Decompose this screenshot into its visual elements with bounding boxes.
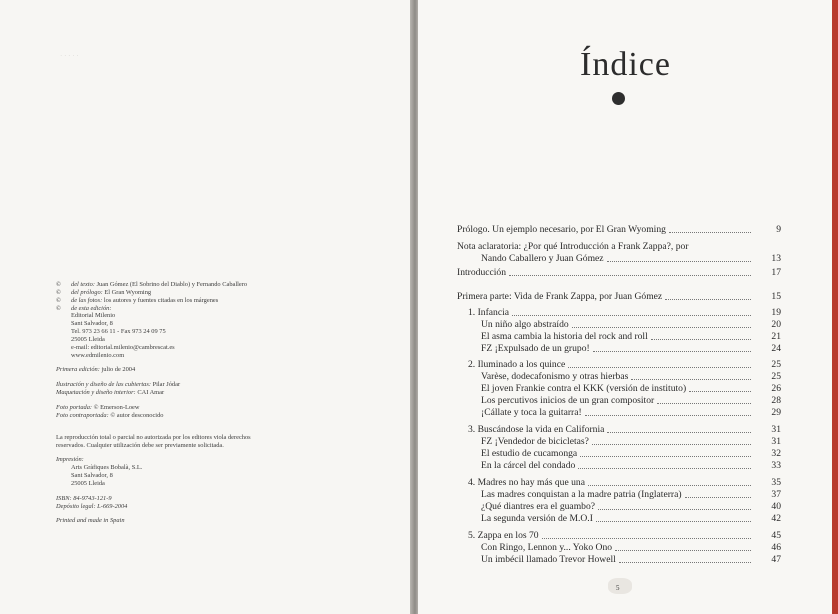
printer-name: Arts Gràfiques Bobalà, S.L. xyxy=(71,464,143,472)
toc-dot-leader xyxy=(631,379,751,380)
toc-entry xyxy=(457,554,781,566)
publisher-phone: Tel. 973 23 66 11 - Fax 973 24 09 75 xyxy=(71,328,166,336)
toc-entry-page: 33 xyxy=(771,460,781,471)
toc-entry-page: 24 xyxy=(771,343,781,354)
credit-prologue: © del prólogo: El Gran Wyoming xyxy=(56,288,152,296)
cover-photo: Foto portada: © Emerson-Loew xyxy=(56,403,140,411)
toc-entry-page: 15 xyxy=(771,291,781,302)
toc-dot-leader xyxy=(585,415,751,416)
toc-entry xyxy=(457,241,781,253)
toc-entry xyxy=(457,331,781,343)
isbn: ISBN: 84-9743-121-9 xyxy=(56,494,112,502)
index-title: Índice xyxy=(580,46,671,83)
book-edge xyxy=(832,0,838,614)
printed-in: Printed and made in Spain xyxy=(56,517,125,525)
publisher-email: e-mail: editorial.milenio@cambrescat.es xyxy=(71,343,175,351)
toc-entry-page: 20 xyxy=(771,319,781,330)
toc-entry-title: ¡Cállate y toca la guitarra! xyxy=(481,407,582,418)
printing-label: Impresión: xyxy=(56,456,84,464)
toc-entry-page: 40 xyxy=(771,501,781,512)
toc-entry xyxy=(457,460,781,472)
toc-dot-leader xyxy=(651,339,751,340)
toc-dot-leader xyxy=(542,538,751,539)
toc-entry-page: 32 xyxy=(771,448,781,459)
toc-entry-page: 21 xyxy=(771,331,781,342)
toc-entry xyxy=(457,395,781,407)
toc-entry-title: Nando Caballero y Juan Gómez xyxy=(481,253,604,264)
toc-entry-title: ¿Qué diantres era el guambo? xyxy=(481,501,596,512)
toc-entry-page: 46 xyxy=(771,542,781,553)
legal-deposit: Depósito legal: L-669-2004 xyxy=(56,502,128,510)
toc-entry xyxy=(457,267,781,279)
toc-entry-page: 47 xyxy=(771,554,781,565)
toc-entry-title: Con Ringo, Lennon y... Yoko Ono xyxy=(481,542,613,553)
first-edition: Primera edición: julio de 2004 xyxy=(56,366,136,374)
toc-entry-page: 31 xyxy=(771,424,781,435)
toc-entry xyxy=(457,501,781,513)
toc-entry-page: 42 xyxy=(771,513,781,524)
toc-entry-title: El asma cambia la historia del rock and roll xyxy=(481,331,648,342)
toc-entry-title: Las madres conquistan a la madre patria (Inglaterra) xyxy=(481,489,682,500)
toc-dot-leader xyxy=(619,562,751,563)
toc-entry xyxy=(457,424,781,436)
credit-photos: © de las fotos: los autores y fuentes citadas en los márgenes xyxy=(56,296,219,304)
toc-entry-title: Introducción xyxy=(457,267,507,278)
toc-entry-title: 2. Iluminado a los quince xyxy=(468,359,566,370)
toc-entry xyxy=(457,407,781,419)
toc-dot-leader xyxy=(598,509,751,510)
publisher-name: Editorial Milenio xyxy=(71,312,116,320)
publisher-website: www.edmilenio.com xyxy=(71,351,125,359)
toc-entry xyxy=(457,359,781,371)
toc-entry xyxy=(457,371,781,383)
toc-entry-page: 37 xyxy=(771,489,781,500)
toc-entry-title: FZ ¡Vendedor de bicicletas? xyxy=(481,436,589,447)
toc-entry-page: 17 xyxy=(771,267,781,278)
thumb-mark xyxy=(608,578,632,594)
toc-dot-leader xyxy=(657,403,751,404)
rights-notice-line-1: La reproducción total o parcial no autorizada por los editores viola derechos xyxy=(56,433,251,441)
toc-dot-leader xyxy=(592,444,751,445)
toc-dot-leader xyxy=(509,275,751,276)
toc-dot-leader xyxy=(580,456,751,457)
toc-dot-leader xyxy=(607,432,751,433)
show-through-text: · · · · · xyxy=(60,52,79,60)
toc-dot-leader xyxy=(615,550,751,551)
toc-entry-title: Los percutivos inicios de un gran compositor xyxy=(481,395,655,406)
toc-dot-leader xyxy=(596,521,751,522)
toc-entry xyxy=(457,436,781,448)
toc-dot-leader xyxy=(588,485,751,486)
toc-entry-page: 13 xyxy=(771,253,781,264)
toc-entry xyxy=(457,291,781,303)
toc-entry-title: Varèse, dodecafonismo y otras hierbas xyxy=(481,371,629,382)
toc-entry-title: El joven Frankie contra el KKK (versión de instituto) xyxy=(481,383,687,394)
toc-entry xyxy=(457,542,781,554)
printer-address: Sant Salvador, 8 xyxy=(71,472,113,480)
publisher-city: 25005 Lleida xyxy=(71,335,105,343)
toc-entry xyxy=(457,307,781,319)
toc-entry xyxy=(457,477,781,489)
toc-dot-leader xyxy=(665,299,751,300)
publisher-address: Sant Salvador, 8 xyxy=(71,320,113,328)
toc-entry-page: 31 xyxy=(771,436,781,447)
toc-entry-title: Primera parte: Vida de Frank Zappa, por Juan Gómez xyxy=(457,291,663,302)
toc-entry-title: En la cárcel del condado xyxy=(481,460,576,471)
toc-entry-page: 45 xyxy=(771,530,781,541)
interior-layout: Maquetación y diseño interior: CAI Amar xyxy=(56,389,165,397)
toc-entry-title: La segunda versión de M.O.I xyxy=(481,513,593,524)
credits-block xyxy=(56,281,386,525)
toc-entry-page: 25 xyxy=(771,371,781,382)
toc-entry xyxy=(457,489,781,501)
toc-entry-title: Un niño algo abstraído xyxy=(481,319,569,330)
toc-entry-page: 25 xyxy=(771,359,781,370)
toc-dot-leader xyxy=(607,261,751,262)
toc-entry-title: FZ ¡Expulsado de un grupo! xyxy=(481,343,590,354)
bullet-ornament-icon xyxy=(612,92,625,105)
toc-entry-page: 19 xyxy=(771,307,781,318)
toc-entry xyxy=(457,383,781,395)
toc-entry-title: 1. Infancia xyxy=(468,307,510,318)
rights-notice-line-2: reservados. Cualquier utilización debe ser previamente solicitada. xyxy=(56,441,224,449)
toc-entry-page: 28 xyxy=(771,395,781,406)
toc-dot-leader xyxy=(685,497,751,498)
back-photo: Foto contraportada: © autor desconocido xyxy=(56,411,164,419)
toc-dot-leader xyxy=(689,391,751,392)
toc-entry-title: Un imbécil llamado Trevor Howell xyxy=(481,554,616,565)
left-page-credits xyxy=(0,0,412,614)
toc-entry-title: Nota aclaratoria: ¿Por qué Introducción a Frank Zappa?, por xyxy=(457,241,689,252)
toc-entry-page: 35 xyxy=(771,477,781,488)
toc-entry-page: 26 xyxy=(771,383,781,394)
toc-entry xyxy=(457,530,781,542)
toc-entry-title: Prólogo. Un ejemplo necesario, por El Gran Wyoming xyxy=(457,224,666,235)
toc-entry-title: 3. Buscándose la vida en California xyxy=(468,424,605,435)
toc-dot-leader xyxy=(572,327,751,328)
toc-entry xyxy=(457,224,781,236)
toc-entry xyxy=(457,448,781,460)
toc-entry xyxy=(457,253,781,265)
toc-entry-title: 5. Zappa en los 70 xyxy=(468,530,539,541)
credit-text: © del texto: Juan Gómez (El Sobrino del Diablo) y Fernando Caballero xyxy=(56,281,248,288)
cover-design: Ilustración y diseño de las cubiertas: Pilar Jódar xyxy=(56,381,181,389)
toc-entry xyxy=(457,513,781,525)
printer-city: 25005 Lleida xyxy=(71,479,105,487)
toc-dot-leader xyxy=(578,468,751,469)
toc-entry-title: 4. Madres no hay más que una xyxy=(468,477,585,488)
toc-dot-leader xyxy=(568,367,751,368)
toc-dot-leader xyxy=(512,315,751,316)
toc-dot-leader xyxy=(669,232,751,233)
toc-entry-page: 9 xyxy=(776,224,781,235)
credit-edition: © de esta edición: xyxy=(56,304,112,312)
page-number: 5 xyxy=(616,584,620,592)
toc-entry xyxy=(457,319,781,331)
toc-dot-leader xyxy=(593,351,751,352)
toc-entry xyxy=(457,343,781,355)
toc-entry-page: 29 xyxy=(771,407,781,418)
toc-entry-title: El estudio de cucamonga xyxy=(481,448,578,459)
